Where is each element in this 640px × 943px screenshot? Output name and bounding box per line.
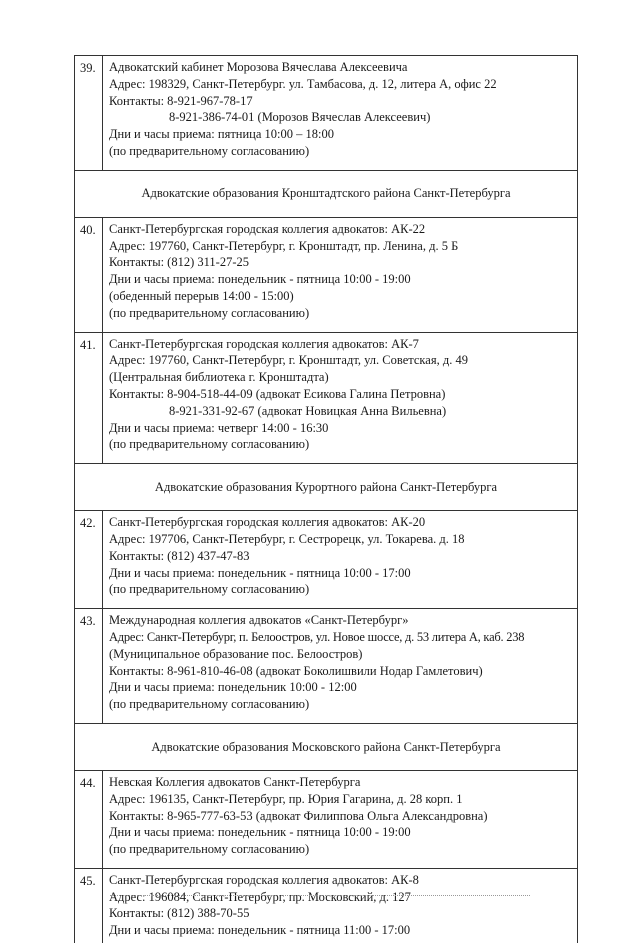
entry-number: 40. [75, 217, 103, 332]
entry-address: Адрес: 196084, Санкт-Петербург, пр. Московский, д. 127 [109, 889, 411, 904]
entry-address-note: (Муниципальное образование пос. Белоостров) [109, 646, 363, 661]
entry-break: (обеденный перерыв 14:00 - 15:00) [109, 288, 294, 303]
section-row [75, 170, 578, 217]
entry-address: Адрес: 197760, Санкт-Петербург, г. Кронштадт, ул. Советская, д. 49 [109, 353, 468, 368]
entry-address: Адрес: 197760, Санкт-Петербург, г. Кронштадт, пр. Ленина, д. 5 Б [109, 238, 459, 253]
entry-note: (по предварительному согласованию) [109, 437, 310, 452]
table-row [75, 332, 578, 464]
entry-contacts: Контакты: 8-921-967-78-17 [109, 93, 253, 108]
entry-address: Адрес: 198329, Санкт-Петербург. ул. Тамбасова, д. 12, литера А, офис 22 [109, 76, 497, 91]
entry-address: Адрес: Санкт-Петербург, п. Белоостров, ул. Новое шоссе, д. 53 литера А, каб. 238 [109, 629, 525, 644]
entry-org-name: Санкт-Петербургская городская коллегия адвокатов: АК-8 [109, 872, 419, 887]
entry-org-name: Санкт-Петербургская городская коллегия адвокатов: АК-20 [109, 515, 426, 530]
entry-hours: Дни и часы приема: четверг 14:00 - 16:30 [109, 420, 329, 435]
section-row [75, 723, 578, 770]
entry-address: Адрес: 196135, Санкт-Петербург, пр. Юрия Гагарина, д. 28 корп. 1 [109, 791, 463, 806]
entry-address-note: (Центральная библиотека г. Кронштадта) [109, 370, 329, 385]
entry-hours: Дни и часы приема: понедельник 10:00 - 12:00 [109, 680, 357, 695]
entry-note: (по предварительному согласованию) [109, 697, 310, 712]
table-row [75, 511, 578, 609]
entry-note: (по предварительному согласованию) [109, 842, 310, 857]
entry-number: 45. [75, 868, 103, 943]
entry-details [103, 511, 578, 609]
entry-details [103, 56, 578, 171]
entry-hours: Дни и часы приема: понедельник - пятница 11:00 - 17:00 [109, 923, 411, 938]
entry-number: 42. [75, 511, 103, 609]
entry-number: 39. [75, 56, 103, 171]
entry-details [103, 770, 578, 868]
entry-address: Адрес: 197706, Санкт-Петербург, г. Сестрорецк, ул. Токарева. д. 18 [109, 531, 465, 546]
entry-hours: Дни и часы приема: понедельник - пятница 10:00 - 19:00 [109, 272, 411, 287]
entry-contacts: Контакты: (812) 388-70-55 [109, 906, 250, 921]
entry-details [103, 868, 578, 943]
entry-note: (по предварительному согласованию) [109, 582, 310, 597]
entry-number: 44. [75, 770, 103, 868]
entry-org-name: Санкт-Петербургская городская коллегия адвокатов: АК-22 [109, 221, 426, 236]
entry-hours: Дни и часы приема: пятница 10:00 – 18:00 [109, 127, 334, 142]
entry-details [103, 609, 578, 724]
section-heading-kronshtadt: Адвокатские образования Кронштадтского района Санкт-Петербурга [75, 170, 578, 217]
entry-contacts: Контакты: (812) 437-47-83 [109, 548, 250, 563]
entry-contacts: Контакты: (812) 311-27-25 [109, 255, 249, 270]
entry-details [103, 217, 578, 332]
entry-org-name: Невская Коллегия адвокатов Санкт-Петербурга [109, 774, 361, 789]
table-row [75, 770, 578, 868]
entry-org-name: Санкт-Петербургская городская коллегия адвокатов: АК-7 [109, 336, 419, 351]
entry-number: 43. [75, 609, 103, 724]
entry-details [103, 332, 578, 464]
entry-hours: Дни и часы приема: понедельник - пятница 10:00 - 19:00 [109, 825, 411, 840]
entry-note: (по предварительному согласованию) [109, 305, 310, 320]
entry-number: 41. [75, 332, 103, 464]
entry-org-name: Международная коллегия адвокатов «Санкт-Петербург» [109, 613, 409, 628]
entry-contacts: Контакты: 8-961-810-46-08 (адвокат Боколишвили Нодар Гамлетович) [109, 663, 483, 678]
law-offices-table [74, 55, 578, 943]
entry-note: (по предварительному согласованию) [109, 143, 310, 158]
section-row [75, 464, 578, 511]
entry-contacts: Контакты: 8-965-777-63-53 (адвокат Филиппова Ольга Александровна) [109, 808, 488, 823]
table-row [75, 609, 578, 724]
entry-hours: Дни и часы приема: понедельник - пятница 10:00 - 17:00 [109, 565, 411, 580]
scan-artifact [0, 0, 18, 6]
entry-contacts-extra: 8-921-386-74-01 (Морозов Вячеслав Алексеевич) [169, 110, 431, 125]
section-heading-kurortny: Адвокатские образования Курортного района Санкт-Петербурга [75, 464, 578, 511]
page-bottom-edge [110, 895, 530, 897]
table-row [75, 56, 578, 171]
entry-contacts: Контакты: 8-904-518-44-09 (адвокат Есикова Галина Петровна) [109, 386, 446, 401]
table-row [75, 868, 578, 943]
entry-org-name: Адвокатский кабинет Морозова Вячеслава Алексеевича [109, 60, 408, 74]
table-row [75, 217, 578, 332]
entry-contacts-extra: 8-921-331-92-67 (адвокат Новицкая Анна Вильевна) [169, 403, 447, 418]
section-heading-moskovsky: Адвокатские образования Московского района Санкт-Петербурга [75, 723, 578, 770]
